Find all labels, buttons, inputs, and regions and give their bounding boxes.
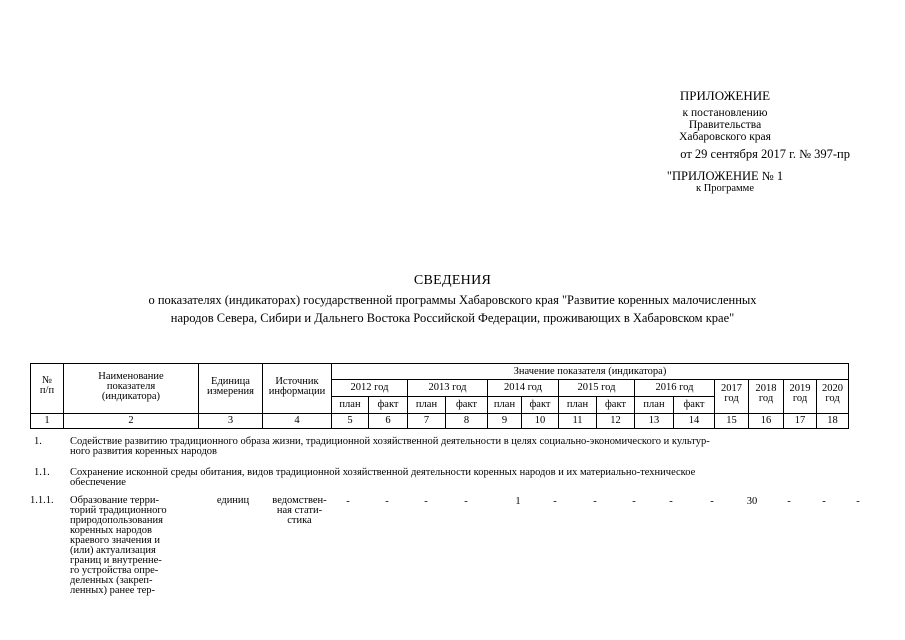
row-1-1-1-number: 1.1.1. (30, 495, 54, 506)
header-year-2015: 2015 год (559, 380, 635, 397)
value-cell: - (822, 496, 826, 507)
row-1-1-number: 1.1. (34, 467, 50, 478)
value-cell: 30 (746, 496, 758, 507)
header-source: Источник информации (263, 364, 332, 414)
value-cell: - (710, 496, 714, 507)
header-plan: план (488, 397, 522, 414)
col-number: 4 (263, 414, 332, 429)
value-cell: - (385, 496, 389, 507)
header-fact: факт (446, 397, 488, 414)
header-year-2019: 2019 год (784, 380, 817, 414)
header-fact: факт (597, 397, 635, 414)
appendix-line3: Хабаровского края (679, 131, 771, 143)
value-cell: - (346, 496, 350, 507)
header-year-2014: 2014 год (488, 380, 559, 397)
col-number: 6 (369, 414, 408, 429)
appendix-1-title: "ПРИЛОЖЕНИЕ № 1 (666, 169, 784, 183)
col-number: 9 (488, 414, 522, 429)
document-heading (40, 273, 865, 325)
value-cell: - (787, 496, 791, 507)
value-cell: - (593, 496, 597, 507)
header-year-2017: 2017 год (715, 380, 749, 414)
col-number: 5 (332, 414, 369, 429)
value-cell: - (856, 496, 860, 507)
header-plan: план (635, 397, 674, 414)
col-number: 12 (597, 414, 635, 429)
col-number: 16 (749, 414, 784, 429)
row-1-number: 1. (34, 436, 42, 447)
header-fact: факт (369, 397, 408, 414)
header-fact: факт (674, 397, 715, 414)
header-year-2013: 2013 год (408, 380, 488, 397)
indicators-table (30, 363, 849, 429)
header-no: № п/п (31, 364, 64, 414)
col-number: 10 (522, 414, 559, 429)
col-number: 8 (446, 414, 488, 429)
appendix-title: ПРИЛОЖЕНИЕ (679, 88, 771, 103)
appendix-line1: к постановлению (682, 107, 768, 119)
document-subtitle-line1: о показателях (индикаторах) государственной программы Хабаровского края "Развитие коренных малочисленных (148, 293, 757, 307)
appendix-line2: Правительства (688, 119, 762, 131)
col-number: 3 (199, 414, 263, 429)
value-cell: 1 (515, 496, 521, 507)
header-value: Значение показателя (индикатора) (332, 364, 849, 380)
header-plan: план (408, 397, 446, 414)
header-year-2020: 2020 год (817, 380, 849, 414)
header-plan: план (332, 397, 369, 414)
row-1-1-1-unit: единиц (216, 495, 250, 506)
col-number: 17 (784, 414, 817, 429)
row-1-text: Содействие развитию традиционного образа жизни, традиционной хозяйственной деятельности в целях социально-экономического и культур- ного развития коренных народов (70, 436, 710, 457)
col-number: 14 (674, 414, 715, 429)
row-1-1-1-source: ведомствен- ная стати- стика (272, 495, 327, 526)
col-number: 18 (817, 414, 849, 429)
col-number: 7 (408, 414, 446, 429)
col-number: 13 (635, 414, 674, 429)
col-number: 15 (715, 414, 749, 429)
value-cell: - (424, 496, 428, 507)
header-year-2012: 2012 год (332, 380, 408, 397)
col-number: 2 (64, 414, 199, 429)
row-1-1-text: Сохранение исконной среды обитания, видов традиционной хозяйственной деятельности коренных народов и их материально-техническое обеспечение (70, 467, 696, 488)
document-title: СВЕДЕНИЯ (413, 273, 492, 288)
header-fact: факт (522, 397, 559, 414)
header-plan: план (559, 397, 597, 414)
value-cell: - (632, 496, 636, 507)
col-number: 11 (559, 414, 597, 429)
value-cell: - (669, 496, 673, 507)
appendix-date: от 29 сентября 2017 г. № 397-пр (680, 147, 850, 161)
col-number: 1 (31, 414, 64, 429)
document-subtitle-line2: народов Севера, Сибири и Дальнего Востока Российской Федерации, проживающих в Хабаровском крае" (170, 311, 735, 325)
appendix-block (600, 88, 850, 195)
appendix-1-sub: к Программе (696, 183, 754, 194)
header-year-2016: 2016 год (635, 380, 715, 397)
header-unit: Единица измерения (199, 364, 263, 414)
header-year-2018: 2018 год (749, 380, 784, 414)
row-1-1-1-name: Образование терри- торий традиционного природопользования коренных народов краевого значения и (или) актуализация границ и внутренне- го устройства опре- деленных (закреп- ленных) ранее тер- (70, 495, 167, 596)
value-cell: - (464, 496, 468, 507)
value-cell: - (553, 496, 557, 507)
header-name: Наименование показателя (индикатора) (64, 364, 199, 414)
